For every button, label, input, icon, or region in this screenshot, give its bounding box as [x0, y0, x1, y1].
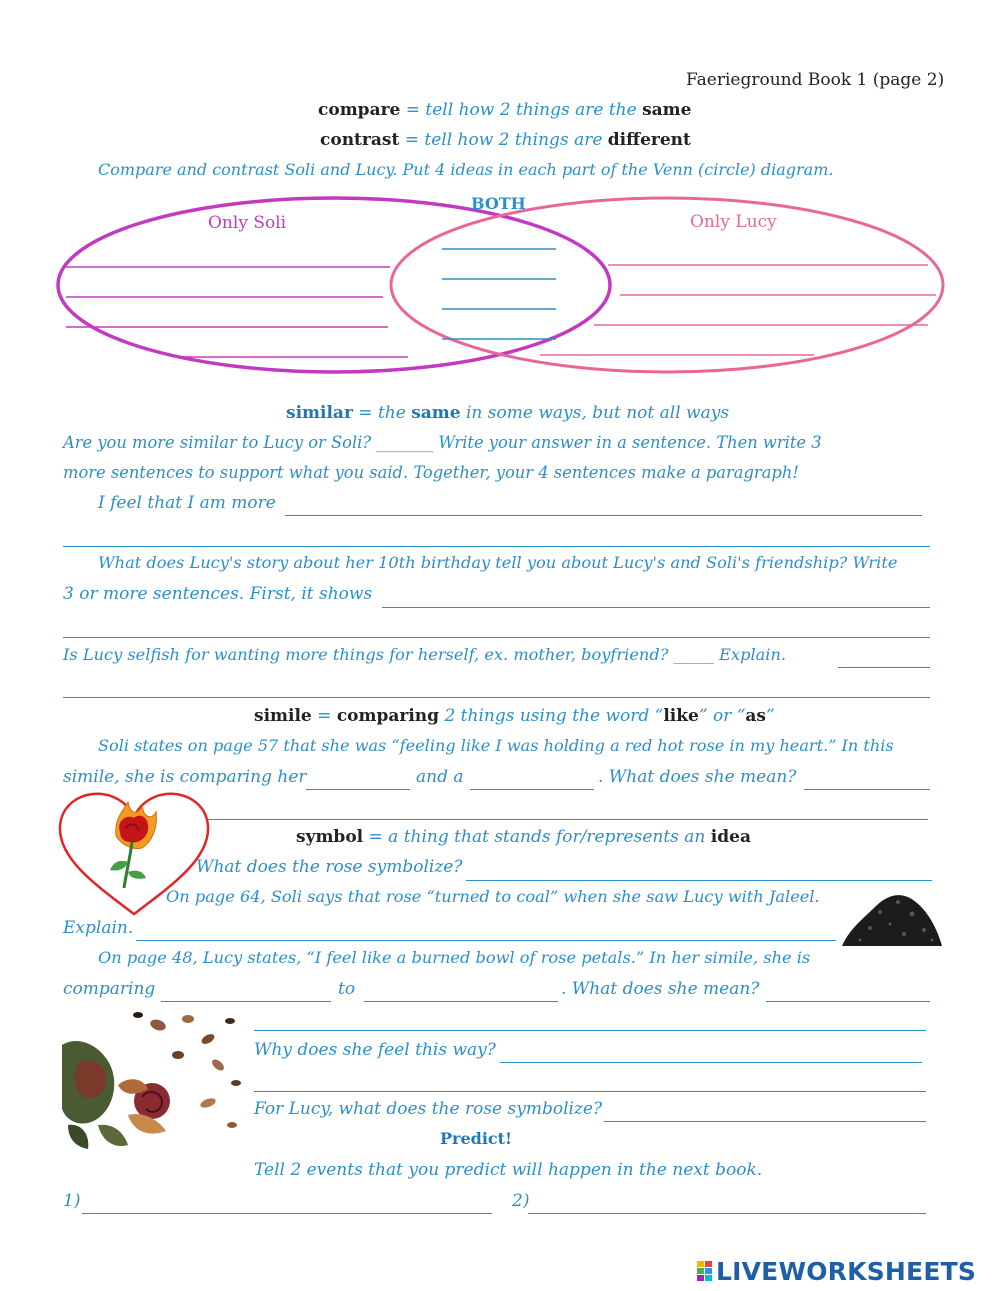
lucy-simile-question-2a: comparing — [63, 979, 156, 999]
answer-line[interactable] — [82, 1213, 492, 1214]
contrast-term: contrast — [320, 130, 400, 150]
predict-instruction: Tell 2 events that you predict will happen in the next book. — [254, 1160, 763, 1180]
simile-question-2b: and a — [416, 767, 464, 787]
burned-petals-image — [58, 1005, 248, 1155]
venn-right-label: Only Lucy — [690, 212, 777, 232]
symbol-definition — [296, 827, 751, 847]
similar-question-1: Are you more similar to Lucy or Soli? _______ Write your answer in a sentence. Then write 3 — [63, 433, 822, 452]
simile-comparing: comparing — [336, 706, 440, 726]
answer-line[interactable] — [254, 1030, 926, 1031]
compare-def: = tell how 2 things are the — [400, 100, 643, 120]
simile-def-c: ” or “ — [698, 706, 746, 726]
answer-line[interactable] — [382, 607, 930, 608]
answer-line[interactable] — [766, 1001, 930, 1002]
lucy-simile-question-3: Why does she feel this way? — [254, 1040, 496, 1060]
simile-term: simile — [254, 706, 312, 726]
answer-line[interactable] — [63, 697, 930, 698]
similar-same: same — [411, 403, 461, 423]
contrast-different: different — [607, 130, 691, 150]
answer-line[interactable] — [500, 1062, 922, 1063]
heart-rose-image — [54, 788, 214, 928]
selfish-question: Is Lucy selfish for wanting more things for herself, ex. mother, boyfriend? _____ Explain. — [63, 645, 787, 664]
symbol-explain: Explain. — [63, 918, 134, 938]
coal-pile — [842, 895, 942, 946]
symbol-idea: idea — [710, 827, 751, 847]
answer-line[interactable] — [470, 789, 594, 790]
predict-number-2: 2) — [512, 1191, 530, 1211]
page-title: Faerieground Book 1 (page 2) — [686, 70, 945, 90]
simile-def-a: = — [311, 706, 337, 726]
similar-definition — [286, 403, 729, 423]
soli-circle — [58, 198, 610, 372]
lucy-simile-question-4: For Lucy, what does the rose symbolize? — [254, 1099, 603, 1119]
logo-text: LIVEWORKSHEETS — [716, 1256, 977, 1286]
dried-rose — [62, 1041, 170, 1149]
symbol-question-2: On page 64, Soli says that rose “turned to coal” when she saw Lucy with Jaleel. — [166, 887, 820, 906]
answer-line[interactable] — [254, 1091, 926, 1092]
lucy-simile-question-1: On page 48, Lucy states, “I feel like a burned bowl of rose petals.” In her simile, she is — [98, 948, 811, 967]
answer-line[interactable] — [208, 819, 928, 820]
similar-def-b: in some ways, but not all ways — [460, 403, 730, 423]
similar-question-2: more sentences to support what you said. Together, your 4 sentences make a paragraph! — [63, 463, 799, 482]
answer-line[interactable] — [364, 1001, 558, 1002]
lucy-simile-question-2b: to — [338, 979, 356, 999]
birthday-question-2: 3 or more sentences. First, it shows — [63, 584, 373, 604]
venn-instruction: Compare and contrast Soli and Lucy. Put 4 ideas in each part of the Venn (circle) diagram. — [98, 160, 834, 179]
compare-same: same — [642, 100, 692, 120]
answer-line[interactable] — [804, 789, 930, 790]
simile-like: like — [663, 706, 699, 726]
predict-number-1: 1) — [63, 1191, 81, 1211]
coal-pile-image — [840, 888, 944, 950]
symbol-def-a: = a thing that stands for/represents an — [363, 827, 711, 847]
simile-question-2c: . What does she mean? — [598, 767, 797, 787]
answer-line[interactable] — [285, 515, 922, 516]
lucy-circle — [391, 198, 943, 372]
liveworksheets-logo — [697, 1257, 976, 1285]
simile-as: as — [745, 706, 767, 726]
simile-question-1: Soli states on page 57 that she was “feeling like I was holding a red hot rose in my heart.” In this — [98, 736, 894, 755]
venn-left-label: Only Soli — [208, 213, 287, 233]
predict-heading: Predict! — [440, 1129, 513, 1148]
answer-line[interactable] — [466, 880, 932, 881]
answer-line[interactable] — [306, 789, 410, 790]
answer-line[interactable] — [161, 1001, 331, 1002]
symbol-term: symbol — [296, 827, 364, 847]
venn-both-label: BOTH — [471, 194, 526, 213]
contrast-def: = tell how 2 things are — [399, 130, 608, 150]
simile-definition — [254, 706, 775, 726]
simile-def-b: 2 things using the word “ — [439, 706, 664, 726]
answer-line[interactable] — [838, 667, 930, 668]
similar-starter: I feel that I am more — [98, 493, 276, 513]
answer-line[interactable] — [528, 1213, 926, 1214]
answer-line[interactable] — [63, 637, 930, 638]
symbol-question-1: What does the rose symbolize? — [196, 857, 463, 877]
answer-line[interactable] — [604, 1121, 926, 1122]
answer-line[interactable] — [63, 546, 930, 547]
lucy-simile-question-2c: . What does she mean? — [561, 979, 760, 999]
simile-question-2a: simile, she is comparing her — [63, 767, 307, 787]
simile-def-d: ” — [766, 706, 775, 726]
answer-line[interactable] — [136, 940, 836, 941]
birthday-question-1: What does Lucy's story about her 10th birthday tell you about Lucy's and Soli's friendship? Write — [98, 553, 898, 572]
compare-term: compare — [318, 100, 401, 120]
similar-def-a: = the — [352, 403, 412, 423]
logo-icon — [697, 1261, 712, 1281]
similar-term: similar — [286, 403, 353, 423]
